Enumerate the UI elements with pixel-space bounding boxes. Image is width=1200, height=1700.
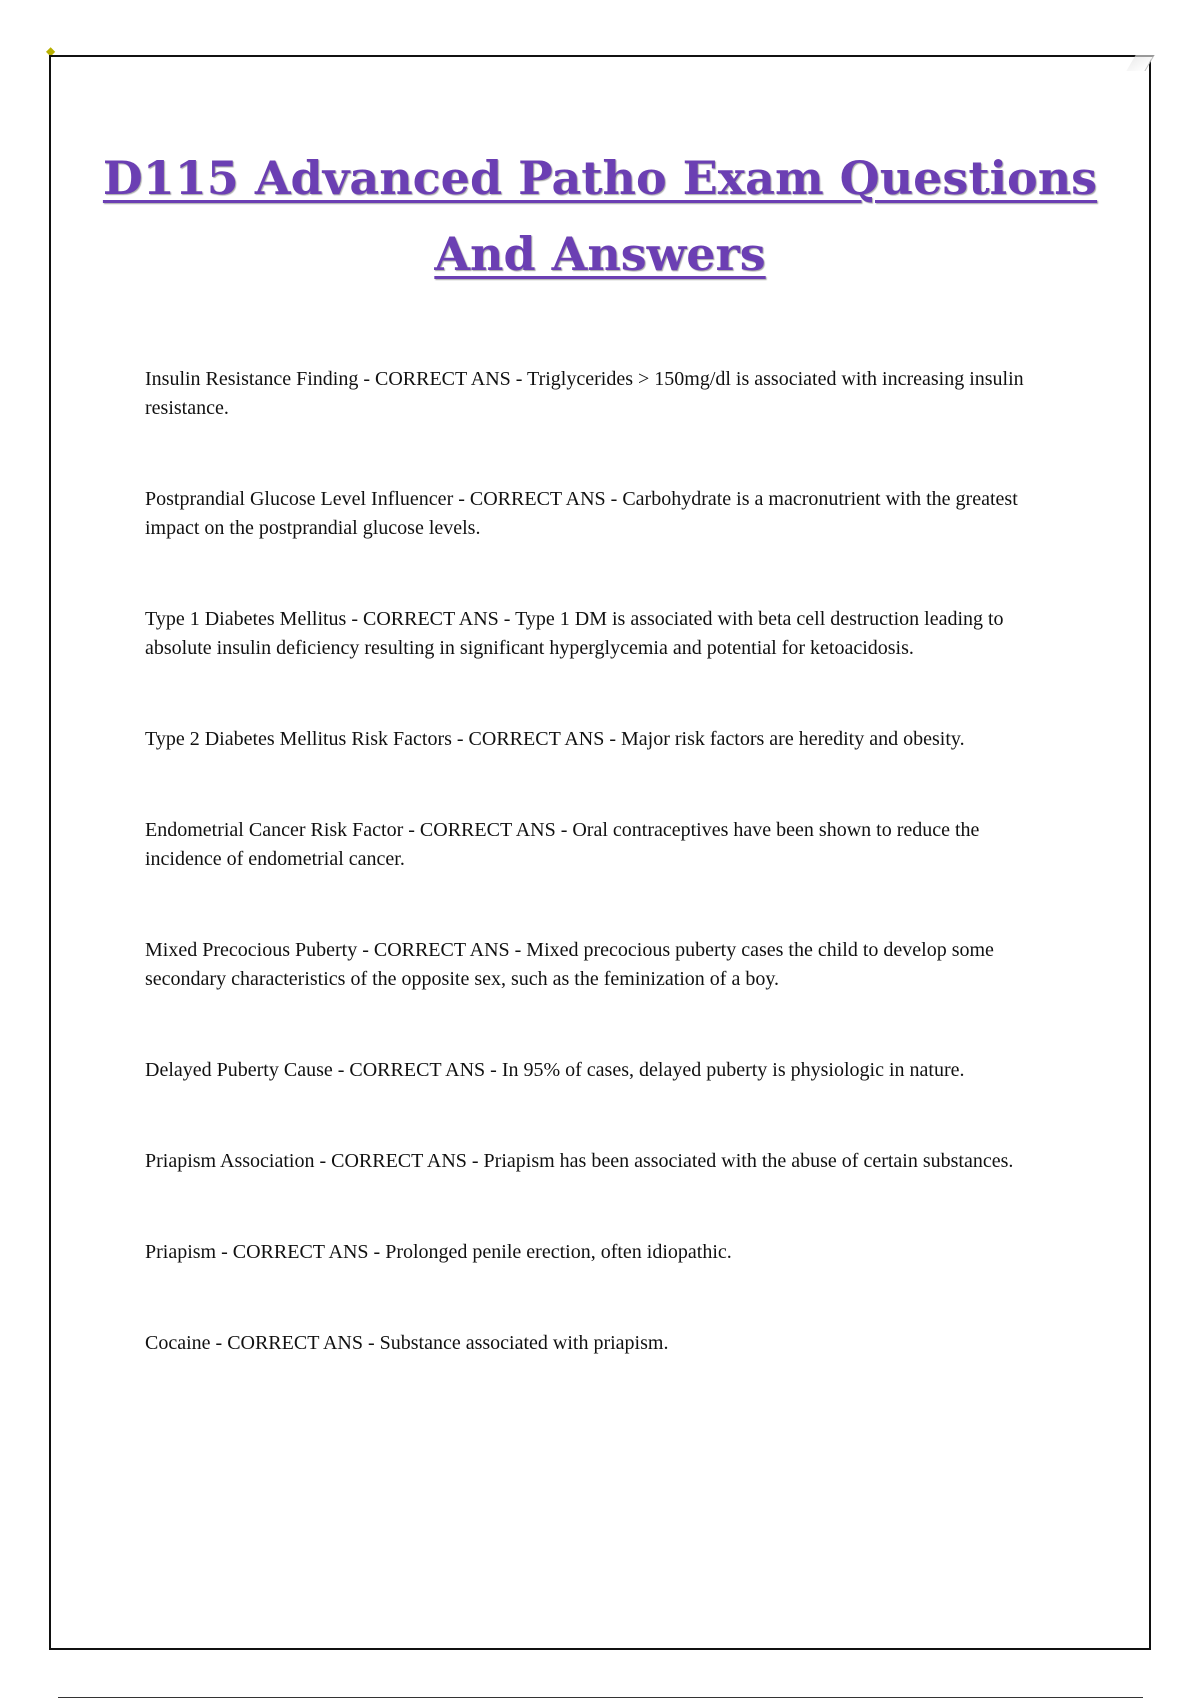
bottom-divider <box>58 1697 1143 1698</box>
qa-item-cocaine: Cocaine - CORRECT ANS - Substance associated with priapism. <box>145 1332 669 1354</box>
corner-marker-icon: ◆ <box>46 44 56 58</box>
qa-item-postprandial-glucose: Postprandial Glucose Level Influencer - CORRECT ANS - Carbohydrate is a macronutrient with the greatest impact on the postprandial glucose levels. <box>145 488 1018 539</box>
qa-item-priapism-association: Priapism Association - CORRECT ANS - Priapism has been associated with the abuse of certain substances. <box>145 1150 1014 1172</box>
qa-list <box>145 365 1055 1358</box>
qa-item-priapism: Priapism - CORRECT ANS - Prolonged penile erection, often idiopathic. <box>145 1241 732 1263</box>
qa-item-type2-risk-factors: Type 2 Diabetes Mellitus Risk Factors - CORRECT ANS - Major risk factors are heredity and obesity. <box>145 728 965 750</box>
qa-item-mixed-precocious-puberty: Mixed Precocious Puberty - CORRECT ANS - Mixed precocious puberty cases the child to develop some secondary characteristics of the opposite sex, such as the feminization of a boy. <box>145 939 994 990</box>
qa-item-delayed-puberty: Delayed Puberty Cause - CORRECT ANS - In 95% of cases, delayed puberty is physiologic in nature. <box>145 1059 965 1081</box>
title-line-2: And Answers <box>434 227 766 281</box>
qa-item-endometrial-cancer: Endometrial Cancer Risk Factor - CORRECT ANS - Oral contraceptives have been shown to reduce the incidence of endometrial cancer. <box>145 819 980 870</box>
title-line-1: D115 Advanced Patho Exam Questions <box>102 151 1098 205</box>
qa-item-type1-diabetes: Type 1 Diabetes Mellitus - CORRECT ANS - Type 1 DM is associated with beta cell destruction leading to absolute insulin deficiency resulting in significant hyperglycemia and potential for ketoacidosis. <box>145 608 1004 659</box>
document-title <box>100 140 1100 292</box>
qa-item-insulin-resistance: Insulin Resistance Finding - CORRECT ANS - Triglycerides > 150mg/dl is associated with increasing insulin resistance. <box>145 368 1024 419</box>
